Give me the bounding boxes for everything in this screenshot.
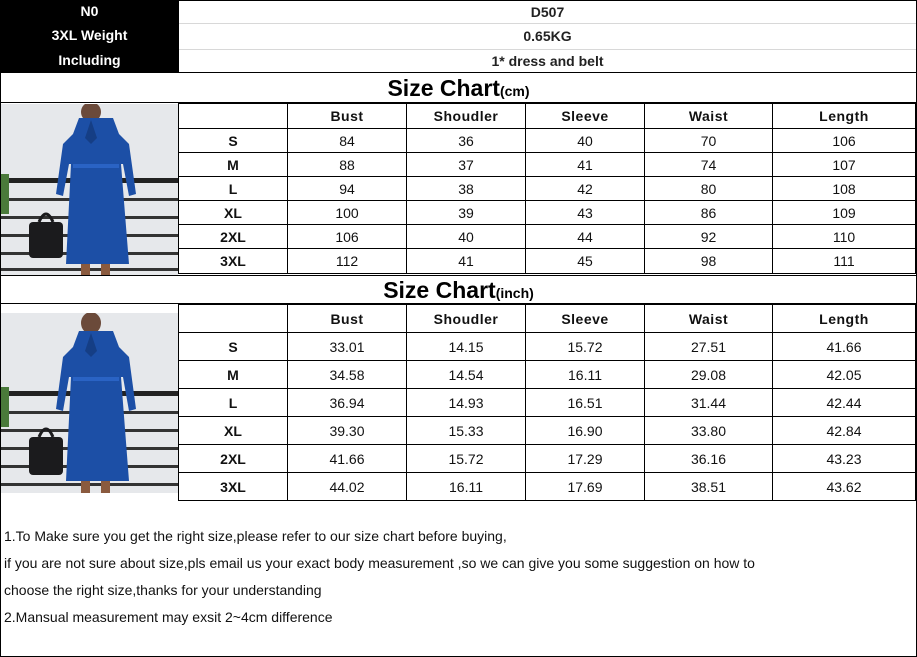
inch-chart-title-text: Size Chart: [383, 277, 496, 303]
note-line: if you are not sure about size,pls email us your exact body measurement ,so we can give you some suggestion on how to: [4, 555, 755, 571]
inch-chart-title: [0, 275, 917, 304]
value-weight: 0.65KG: [523, 28, 572, 44]
size-label: S: [179, 129, 288, 153]
shoulder-cell: 15.72: [407, 445, 526, 473]
size-table-inch: [178, 304, 916, 501]
shoulder-cell: 14.15: [407, 333, 526, 361]
table-row: [179, 201, 916, 225]
table-row: [179, 153, 916, 177]
sleeve-cell: 15.72: [526, 333, 645, 361]
table-row: [179, 249, 916, 274]
waist-cell: 80: [645, 177, 773, 201]
header-cell-size: [179, 104, 288, 129]
header-cell-size: [179, 305, 288, 333]
table-row: [179, 361, 916, 389]
length-cell: 109: [773, 201, 916, 225]
label-weight: 3XL Weight: [51, 27, 128, 43]
cm-chart-unit: (cm): [499, 83, 530, 99]
sleeve-cell: 42: [526, 177, 645, 201]
size-label: XL: [179, 201, 288, 225]
shoulder-cell: 14.54: [407, 361, 526, 389]
info-labels: [0, 0, 179, 73]
header-cell-waist: Waist: [645, 104, 773, 129]
shoulder-cell: 40: [407, 225, 526, 249]
length-cell: 42.84: [773, 417, 916, 445]
sizing-notes: [0, 500, 917, 657]
header-cell-waist: Waist: [645, 305, 773, 333]
bust-cell: 39.30: [288, 417, 407, 445]
size-label: XL: [179, 417, 288, 445]
sleeve-cell: 40: [526, 129, 645, 153]
shoulder-cell: 36: [407, 129, 526, 153]
table-row: [179, 445, 916, 473]
cm-chart-title: [0, 73, 917, 103]
note-line: choose the right size,thanks for your understanding: [4, 582, 322, 598]
size-label: L: [179, 177, 288, 201]
sleeve-cell: 17.69: [526, 473, 645, 501]
product-info-block: [0, 0, 917, 73]
length-cell: 107: [773, 153, 916, 177]
length-cell: 111: [773, 249, 916, 274]
inch-chart-unit: (inch): [495, 285, 534, 301]
shoulder-cell: 38: [407, 177, 526, 201]
waist-cell: 36.16: [645, 445, 773, 473]
sleeve-cell: 16.51: [526, 389, 645, 417]
header-cell-length: Length: [773, 104, 916, 129]
size-label: M: [179, 361, 288, 389]
note-line: 1.To Make sure you get the right size,please refer to our size chart before buying,: [4, 528, 507, 544]
divider: [179, 49, 916, 50]
size-label: S: [179, 333, 288, 361]
divider: [179, 23, 916, 24]
size-label: 3XL: [179, 473, 288, 501]
size-label: 3XL: [179, 249, 288, 274]
bust-cell: 33.01: [288, 333, 407, 361]
size-table-cm: [178, 103, 916, 274]
bust-cell: 112: [288, 249, 407, 274]
label-model-no: N0: [80, 3, 99, 19]
product-photo-cm: [1, 104, 178, 275]
bust-cell: 88: [288, 153, 407, 177]
table-row: [179, 389, 916, 417]
waist-cell: 29.08: [645, 361, 773, 389]
bust-cell: 36.94: [288, 389, 407, 417]
waist-cell: 92: [645, 225, 773, 249]
waist-cell: 33.80: [645, 417, 773, 445]
sleeve-cell: 16.90: [526, 417, 645, 445]
header-cell-bust: Bust: [288, 104, 407, 129]
waist-cell: 31.44: [645, 389, 773, 417]
bust-cell: 84: [288, 129, 407, 153]
header-cell-sleeve: Sleeve: [526, 104, 645, 129]
cm-chart-title-text: Size Chart: [387, 75, 500, 101]
waist-cell: 86: [645, 201, 773, 225]
table-header-row: [179, 305, 916, 333]
shoulder-cell: 16.11: [407, 473, 526, 501]
bust-cell: 44.02: [288, 473, 407, 501]
table-header-row: [179, 104, 916, 129]
waist-cell: 98: [645, 249, 773, 274]
size-label: L: [179, 389, 288, 417]
table-row: [179, 333, 916, 361]
header-cell-bust: Bust: [288, 305, 407, 333]
shoulder-cell: 39: [407, 201, 526, 225]
sleeve-cell: 16.11: [526, 361, 645, 389]
length-cell: 43.62: [773, 473, 916, 501]
size-label: 2XL: [179, 225, 288, 249]
waist-cell: 27.51: [645, 333, 773, 361]
header-cell-shoulder: Shoudler: [407, 305, 526, 333]
bust-cell: 94: [288, 177, 407, 201]
sleeve-cell: 17.29: [526, 445, 645, 473]
table-row: [179, 129, 916, 153]
sleeve-cell: 45: [526, 249, 645, 274]
header-cell-sleeve: Sleeve: [526, 305, 645, 333]
note-line: 2.Mansual measurement may exsit 2~4cm difference: [4, 609, 333, 625]
length-cell: 42.05: [773, 361, 916, 389]
header-cell-length: Length: [773, 305, 916, 333]
waist-cell: 70: [645, 129, 773, 153]
bust-cell: 41.66: [288, 445, 407, 473]
header-cell-shoulder: Shoudler: [407, 104, 526, 129]
sleeve-cell: 43: [526, 201, 645, 225]
value-model-no: D507: [530, 4, 565, 20]
waist-cell: 74: [645, 153, 773, 177]
length-cell: 108: [773, 177, 916, 201]
table-row: [179, 177, 916, 201]
bust-cell: 100: [288, 201, 407, 225]
table-row: [179, 473, 916, 501]
sleeve-cell: 44: [526, 225, 645, 249]
length-cell: 41.66: [773, 333, 916, 361]
shoulder-cell: 37: [407, 153, 526, 177]
waist-cell: 38.51: [645, 473, 773, 501]
length-cell: 42.44: [773, 389, 916, 417]
value-including: 1* dress and belt: [491, 53, 604, 69]
length-cell: 110: [773, 225, 916, 249]
label-including: Including: [58, 52, 121, 68]
table-row: [179, 417, 916, 445]
length-cell: 106: [773, 129, 916, 153]
info-values: [179, 0, 917, 73]
dress-model-image: [1, 313, 178, 493]
shoulder-cell: 41: [407, 249, 526, 274]
shoulder-cell: 15.33: [407, 417, 526, 445]
product-photo-inch: [1, 313, 178, 493]
length-cell: 43.23: [773, 445, 916, 473]
shoulder-cell: 14.93: [407, 389, 526, 417]
size-label: M: [179, 153, 288, 177]
bust-cell: 34.58: [288, 361, 407, 389]
sleeve-cell: 41: [526, 153, 645, 177]
bust-cell: 106: [288, 225, 407, 249]
size-label: 2XL: [179, 445, 288, 473]
table-row: [179, 225, 916, 249]
dress-model-image: [1, 104, 178, 275]
